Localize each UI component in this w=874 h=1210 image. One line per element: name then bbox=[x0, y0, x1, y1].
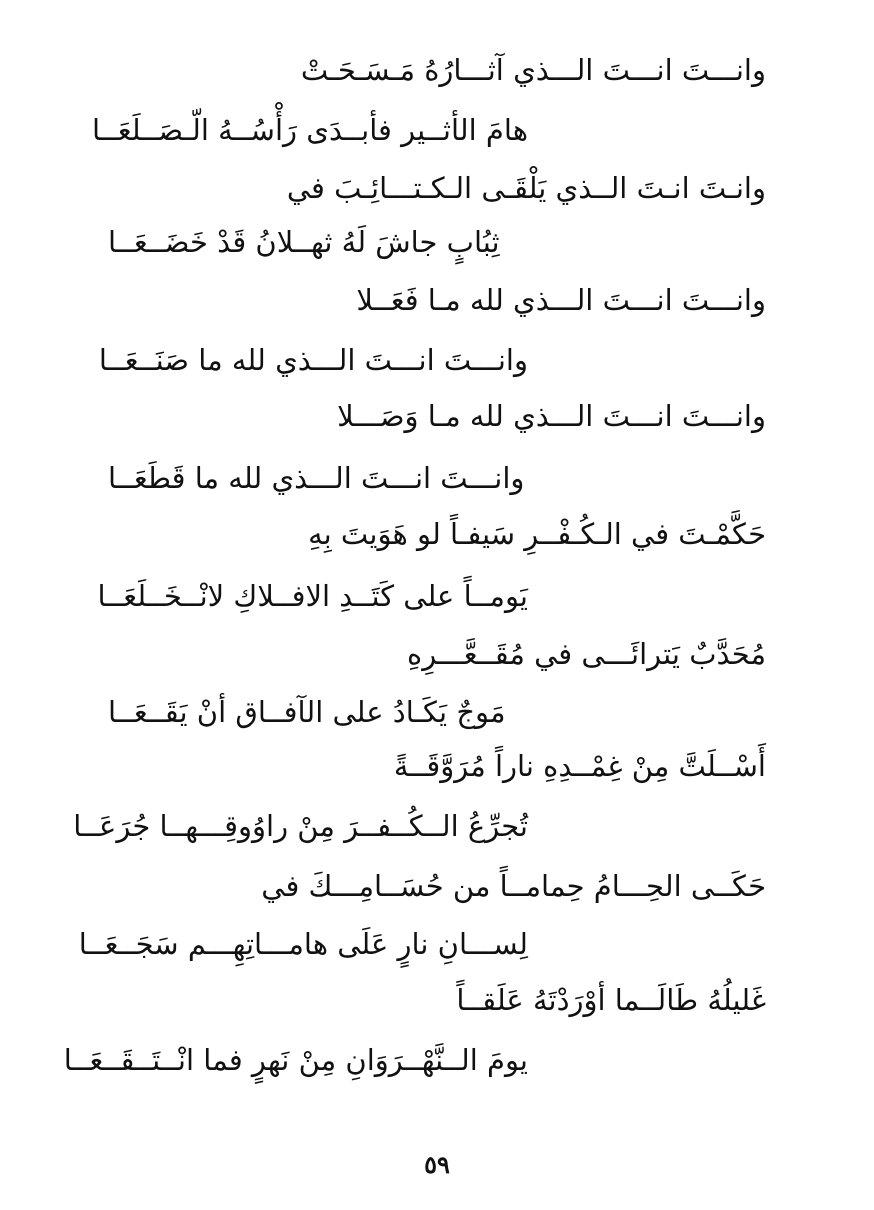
verse-7-hemistich-1: أَسْــلَتَّ مِنْ غِمْــدِهِ ناراً مُرَوَّقَــةً bbox=[393, 749, 766, 783]
verse-9-hemistich-2: يومَ الــنَّهْــرَوَانِ مِنْ نَهرٍ فما انْــتَــقَــعَــا bbox=[63, 1043, 528, 1077]
verse-4-hemistich-1: وانـــتَ انـــتَ الـــذي لله مـا وَصَـــلا bbox=[337, 399, 766, 433]
verse-1-hemistich-2: هامَ الأثــير فأبــدَى رَأْسُــهُ الّـصَــلَعَــا bbox=[91, 113, 528, 147]
verse-3-hemistich-1: وانـــتَ انـــتَ الـــذي لله مـا فَعَــلا bbox=[356, 283, 766, 317]
verse-2-hemistich-1: وانـتَ انـتَ الــذي يَلْقَـى الـكـتـــائِـبَ في bbox=[286, 171, 766, 205]
verse-8-hemistich-2: لِســـانِ نارٍ عَلَى هامـــاتِهِـــم سَجَــعَــا bbox=[78, 927, 528, 961]
verse-8-hemistich-1: حَكَــى الحِـــامُ حِمامــاً من حُسَــامِـــكَ في bbox=[261, 869, 766, 903]
verse-5-hemistich-1: حَكَّمْـتَ في الـكُـفْــرِ سَيفـاً لو هَوَيتَ بِهِ bbox=[308, 517, 766, 551]
verse-2-hemistich-2: ثِبُابٍ جاشَ لَهُ ثهــلانُ قَدْ خَضَــعَــا bbox=[108, 225, 500, 259]
verse-4-hemistich-2: وانـــتَ انـــتَ الـــذي لله ما قَطَعَــا bbox=[108, 461, 525, 495]
verse-5-hemistich-2: يَومــاً على كَتَــدِ الافــلاكِ لانْــخَــلَعَــا bbox=[97, 579, 528, 613]
verse-6-hemistich-2: مَوجٌ يَكَـادُ على الآفــاق أنْ يَقَــعَــا bbox=[108, 695, 506, 729]
verse-1-hemistich-1: وانـــتَ انـــتَ الـــذي آثـــارُهُ مَـسَـحَـتْ bbox=[300, 53, 766, 87]
verse-9-hemistich-1: غَليلُهُ طَالَــما أوْرَدْتَهُ عَلَقــاً bbox=[456, 983, 766, 1017]
verse-6-hemistich-1: مُحَدَّبٌ يَترائَـــى في مُقَــعَّـــرِهِ bbox=[407, 637, 766, 671]
page-number: ٥٩ bbox=[424, 1150, 450, 1179]
verse-3-hemistich-2: وانـــتَ انـــتَ الـــذي لله ما صَنَــعَــا bbox=[98, 343, 528, 377]
verse-7-hemistich-2: تُجرِّعُ الــكُــفــرَ مِنْ راوُوقِـــهــا جُرَعَــا bbox=[73, 809, 528, 843]
